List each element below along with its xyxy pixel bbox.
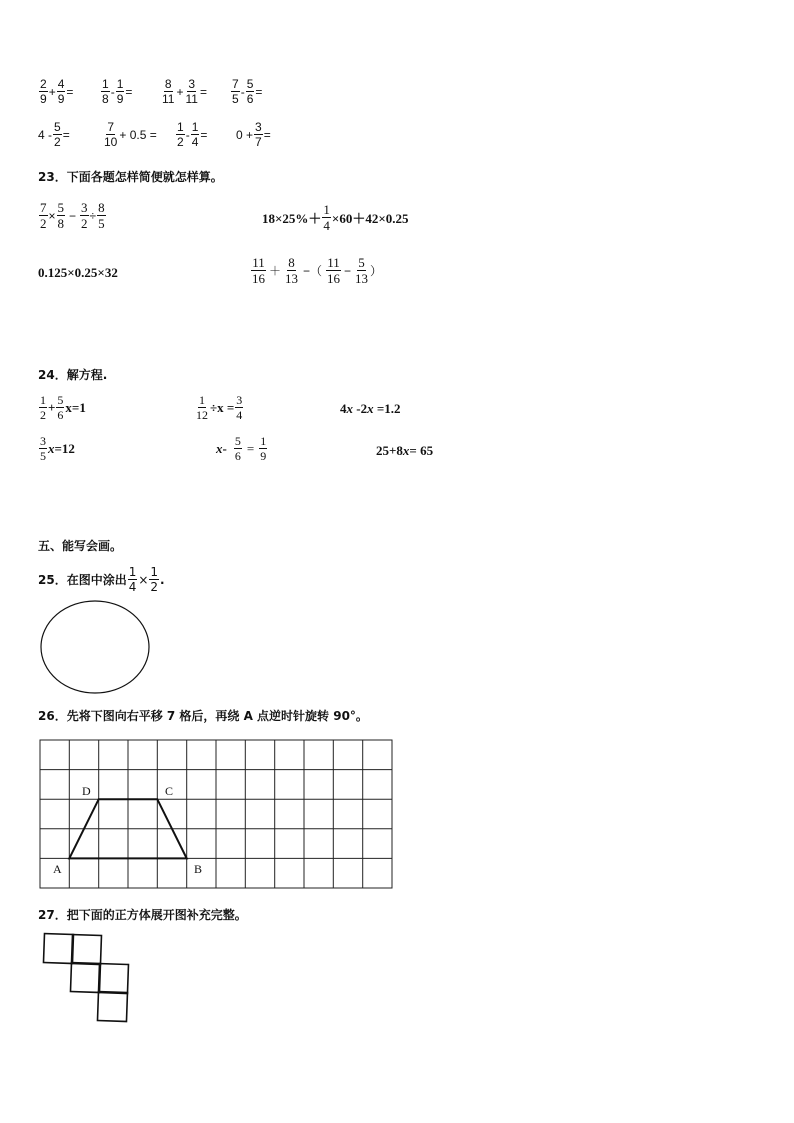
net-squares (43, 934, 128, 1022)
q24-eq-1: $\frac{1}{2}$ + $\frac{5}{6}$ x=1 (40, 393, 86, 422)
point-label-a: A (53, 862, 62, 876)
expr-row1-3: $\frac{8}{11}$ + $\frac{3}{11}$ = (162, 77, 207, 106)
expr-row2-2: $\frac{7}{10}$ + 0.5 = (104, 120, 157, 149)
q24-title: 24．解方程. (38, 368, 108, 382)
section5-title: 五、能写会画。 (38, 539, 123, 553)
q25-circle-figure (38, 598, 154, 698)
q23-expr-4: $\frac{11}{16}$ ＋ $\frac{8}{13}$ −（ $\frac{11}{16}$ − $\frac{5}{13}$ ） (252, 255, 383, 286)
fraction: $\frac{4}{9}$ (57, 77, 65, 106)
expr-row2-1: 4 - $\frac{5}{2}$ = (38, 120, 70, 149)
point-label-b: B (194, 862, 203, 876)
grid-lines (40, 740, 392, 888)
q23-expr-3: 0.125×0.25×32 (38, 265, 118, 280)
circle-shape (41, 601, 149, 693)
q26-grid-figure (38, 738, 396, 892)
q24-eq-6: 25+8x= 65 (376, 443, 434, 458)
fraction: $\frac{2}{9}$ (40, 77, 47, 106)
net-square (43, 934, 73, 964)
q24-eq-4: $\frac{3}{5}$ x=12 (40, 434, 75, 463)
expr-row2-3: $\frac{1}{2}$ - $\frac{1}{4}$ = (177, 120, 208, 149)
point-label-c: C (165, 784, 174, 798)
net-square (98, 964, 128, 994)
q26-title: 26．先将下图向右平移 7 格后，再绕 A 点逆时针旋转 90°。 (38, 709, 368, 723)
expr-row1-4: $\frac{7}{5}$ - $\frac{5}{6}$ = (232, 77, 263, 106)
point-label-d: D (82, 784, 91, 798)
q25-title: 25．在图中涂出 $\frac{1}{4}$ × $\frac{1}{2}$ . (38, 565, 165, 594)
q27-title: 27．把下面的正方体展开图补充完整。 (38, 908, 247, 922)
q23-title: 23．下面各题怎样简便就怎样算。 (38, 170, 223, 184)
q23-expr-2: 18×25%＋ $\frac{1}{4}$ ×60＋42×0.25 (262, 202, 409, 233)
net-square (70, 963, 100, 993)
q24-eq-3: 4x -2x =1.2 (340, 401, 401, 416)
q23-expr-1: $\frac{7}{2}$ × $\frac{5}{8}$ − $\frac{3}{2}$ ÷ $\frac{8}{5}$ (40, 200, 105, 231)
q24-eq-5: x- $\frac{5}{6}$ = $\frac{1}{9}$ (216, 434, 267, 463)
expr-row1-2: $\frac{1}{8}$ - $\frac{1}{9}$ = (102, 77, 133, 106)
net-square (97, 992, 127, 1022)
expr-row2-4: 0 + $\frac{3}{7}$ = (236, 120, 271, 149)
q24-eq-2: $\frac{1}{12}$ ÷x = $\frac{3}{4}$ (196, 393, 243, 422)
expr-row1-1: $\frac{2}{9}$ + $\frac{4}{9}$ = (40, 77, 74, 106)
q27-cube-net-figure (38, 928, 138, 1032)
net-square (71, 935, 101, 965)
